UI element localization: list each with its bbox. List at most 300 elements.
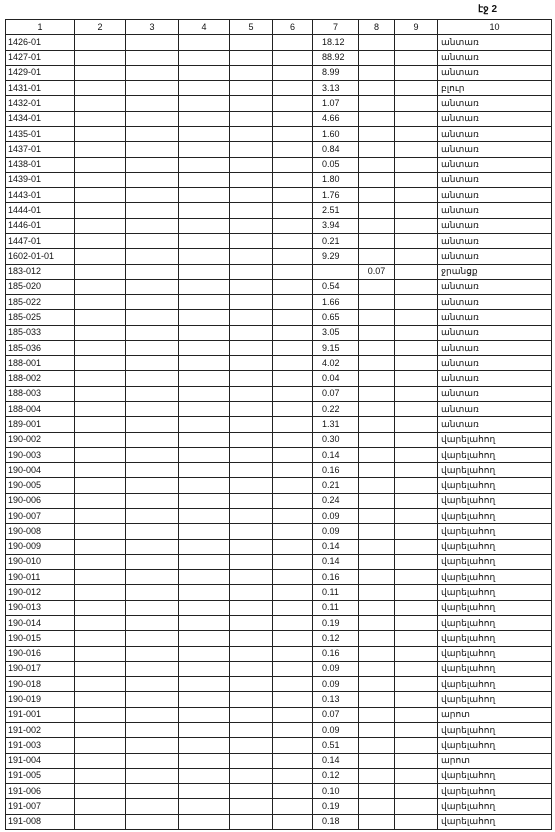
table-cell-col-5 bbox=[230, 432, 273, 447]
table-cell-col-6 bbox=[273, 264, 313, 279]
table-cell-col-7: 0.09 bbox=[313, 677, 359, 692]
table-cell-col-8 bbox=[359, 509, 395, 524]
table-cell-col-5 bbox=[230, 585, 273, 600]
table-row bbox=[6, 325, 552, 340]
table-cell-col-2 bbox=[75, 432, 126, 447]
table-cell-col-6 bbox=[273, 707, 313, 722]
table-cell-col-6 bbox=[273, 677, 313, 692]
table-cell-col-7: 0.09 bbox=[313, 661, 359, 676]
table-cell-col-7: 0.21 bbox=[313, 233, 359, 248]
table-cell-col-2 bbox=[75, 126, 126, 141]
table-cell-col-4 bbox=[179, 524, 230, 539]
table-cell-col-10: անտառ bbox=[438, 295, 552, 310]
table-cell-col-2 bbox=[75, 172, 126, 187]
table-cell-col-2 bbox=[75, 50, 126, 65]
table-cell-col-1: 190-002 bbox=[6, 432, 75, 447]
table-cell-col-3 bbox=[126, 142, 179, 157]
table-cell-col-7: 0.14 bbox=[313, 554, 359, 569]
table-cell-col-8 bbox=[359, 371, 395, 386]
table-cell-col-10: անտառ bbox=[438, 188, 552, 203]
table-cell-col-9 bbox=[395, 386, 438, 401]
table-cell-col-6 bbox=[273, 753, 313, 768]
table-cell-col-4 bbox=[179, 799, 230, 814]
table-cell-col-10: անտառ bbox=[438, 203, 552, 218]
table-cell-col-7: 0.84 bbox=[313, 142, 359, 157]
table-cell-col-1: 1434-01 bbox=[6, 111, 75, 126]
table-cell-col-5 bbox=[230, 677, 273, 692]
table-cell-col-6 bbox=[273, 157, 313, 172]
table-cell-col-6 bbox=[273, 478, 313, 493]
table-cell-col-5 bbox=[230, 631, 273, 646]
table-cell-col-3 bbox=[126, 50, 179, 65]
table-cell-col-2 bbox=[75, 463, 126, 478]
table-row bbox=[6, 554, 552, 569]
table-cell-col-8 bbox=[359, 784, 395, 799]
table-cell-col-3 bbox=[126, 463, 179, 478]
table-cell-col-5 bbox=[230, 493, 273, 508]
table-cell-col-3 bbox=[126, 157, 179, 172]
table-cell-col-2 bbox=[75, 142, 126, 157]
table-row bbox=[6, 111, 552, 126]
table-cell-col-10: անտառ bbox=[438, 233, 552, 248]
table-cell-col-4 bbox=[179, 463, 230, 478]
table-cell-col-6 bbox=[273, 295, 313, 310]
table-cell-col-2 bbox=[75, 325, 126, 340]
table-cell-col-9 bbox=[395, 768, 438, 783]
table-cell-col-1: 191-005 bbox=[6, 768, 75, 783]
table-cell-col-2 bbox=[75, 524, 126, 539]
table-cell-col-4 bbox=[179, 356, 230, 371]
table-cell-col-9 bbox=[395, 249, 438, 264]
table-row bbox=[6, 646, 552, 661]
table-cell-col-4 bbox=[179, 340, 230, 355]
table-cell-col-8 bbox=[359, 753, 395, 768]
table-cell-col-9 bbox=[395, 157, 438, 172]
table-cell-col-7: 0.13 bbox=[313, 692, 359, 707]
table-cell-col-2 bbox=[75, 81, 126, 96]
table-cell-col-3 bbox=[126, 554, 179, 569]
table-cell-col-4 bbox=[179, 325, 230, 340]
table-cell-col-2 bbox=[75, 570, 126, 585]
table-cell-col-3 bbox=[126, 661, 179, 676]
table-cell-col-5 bbox=[230, 249, 273, 264]
table-cell-col-9 bbox=[395, 203, 438, 218]
column-header-10: 10 bbox=[438, 20, 552, 35]
table-cell-col-8 bbox=[359, 738, 395, 753]
table-row bbox=[6, 218, 552, 233]
table-cell-col-3 bbox=[126, 646, 179, 661]
table-cell-col-10: անտառ bbox=[438, 310, 552, 325]
table-cell-col-6 bbox=[273, 35, 313, 50]
table-cell-col-1: 188-001 bbox=[6, 356, 75, 371]
table-row bbox=[6, 417, 552, 432]
table-cell-col-8 bbox=[359, 340, 395, 355]
table-cell-col-4 bbox=[179, 157, 230, 172]
table-cell-col-2 bbox=[75, 233, 126, 248]
table-row bbox=[6, 432, 552, 447]
table-cell-col-10: բլուր bbox=[438, 81, 552, 96]
table-cell-col-2 bbox=[75, 35, 126, 50]
table-cell-col-4 bbox=[179, 753, 230, 768]
table-cell-col-4 bbox=[179, 478, 230, 493]
table-cell-col-1: 191-004 bbox=[6, 753, 75, 768]
table-cell-col-4 bbox=[179, 692, 230, 707]
table-cell-col-8 bbox=[359, 111, 395, 126]
table-row bbox=[6, 463, 552, 478]
table-cell-col-3 bbox=[126, 172, 179, 187]
table-cell-col-3 bbox=[126, 279, 179, 294]
table-cell-col-5 bbox=[230, 661, 273, 676]
table-cell-col-8 bbox=[359, 325, 395, 340]
table-cell-col-4 bbox=[179, 585, 230, 600]
table-cell-col-1: 189-001 bbox=[6, 417, 75, 432]
table-cell-col-7: 1.66 bbox=[313, 295, 359, 310]
table-row bbox=[6, 784, 552, 799]
table-cell-col-7: 0.07 bbox=[313, 707, 359, 722]
table-cell-col-1: 190-009 bbox=[6, 539, 75, 554]
table-cell-col-1: 190-005 bbox=[6, 478, 75, 493]
table-cell-col-9 bbox=[395, 677, 438, 692]
table-cell-col-9 bbox=[395, 707, 438, 722]
table-cell-col-1: 191-007 bbox=[6, 799, 75, 814]
table-cell-col-6 bbox=[273, 646, 313, 661]
table-cell-col-6 bbox=[273, 722, 313, 737]
table-row bbox=[6, 402, 552, 417]
table-cell-col-5 bbox=[230, 615, 273, 630]
table-cell-col-10: անտառ bbox=[438, 142, 552, 157]
table-cell-col-4 bbox=[179, 310, 230, 325]
data-table bbox=[5, 19, 552, 830]
table-cell-col-5 bbox=[230, 157, 273, 172]
table-cell-col-10: անտառ bbox=[438, 50, 552, 65]
table-cell-col-10: անտառ bbox=[438, 386, 552, 401]
table-cell-col-10: անտառ bbox=[438, 325, 552, 340]
table-cell-col-4 bbox=[179, 784, 230, 799]
table-cell-col-7: 0.24 bbox=[313, 493, 359, 508]
table-row bbox=[6, 738, 552, 753]
table-cell-col-7: 0.18 bbox=[313, 814, 359, 829]
table-cell-col-3 bbox=[126, 188, 179, 203]
table-cell-col-1: 190-013 bbox=[6, 600, 75, 615]
table-cell-col-7: 0.14 bbox=[313, 753, 359, 768]
table-cell-col-2 bbox=[75, 310, 126, 325]
table-cell-col-6 bbox=[273, 661, 313, 676]
table-cell-col-5 bbox=[230, 386, 273, 401]
table-cell-col-2 bbox=[75, 295, 126, 310]
table-cell-col-7: 1.76 bbox=[313, 188, 359, 203]
table-cell-col-7: 0.05 bbox=[313, 157, 359, 172]
table-cell-col-10: վարելահող bbox=[438, 554, 552, 569]
table-cell-col-9 bbox=[395, 661, 438, 676]
table-row bbox=[6, 478, 552, 493]
table-cell-col-10: անտառ bbox=[438, 65, 552, 80]
table-cell-col-3 bbox=[126, 814, 179, 829]
table-cell-col-7: 0.30 bbox=[313, 432, 359, 447]
table-cell-col-8 bbox=[359, 554, 395, 569]
table-cell-col-5 bbox=[230, 218, 273, 233]
table-cell-col-7: 0.09 bbox=[313, 524, 359, 539]
table-cell-col-7: 0.16 bbox=[313, 570, 359, 585]
table-cell-col-1: 188-003 bbox=[6, 386, 75, 401]
table-cell-col-5 bbox=[230, 295, 273, 310]
table-cell-col-9 bbox=[395, 615, 438, 630]
table-cell-col-4 bbox=[179, 126, 230, 141]
table-cell-col-9 bbox=[395, 753, 438, 768]
table-cell-col-1: 190-003 bbox=[6, 447, 75, 462]
table-row bbox=[6, 249, 552, 264]
table-cell-col-2 bbox=[75, 661, 126, 676]
table-cell-col-7: 0.16 bbox=[313, 463, 359, 478]
table-cell-col-10: ջրանցք bbox=[438, 264, 552, 279]
table-row bbox=[6, 570, 552, 585]
table-cell-col-3 bbox=[126, 126, 179, 141]
table-cell-col-7: 0.21 bbox=[313, 478, 359, 493]
table-cell-col-4 bbox=[179, 539, 230, 554]
table-cell-col-4 bbox=[179, 631, 230, 646]
table-cell-col-1: 1431-01 bbox=[6, 81, 75, 96]
table-cell-col-7: 0.14 bbox=[313, 539, 359, 554]
table-cell-col-7: 1.60 bbox=[313, 126, 359, 141]
table-cell-col-9 bbox=[395, 631, 438, 646]
table-cell-col-3 bbox=[126, 768, 179, 783]
table-cell-col-5 bbox=[230, 768, 273, 783]
table-cell-col-10: անտառ bbox=[438, 218, 552, 233]
column-header-6: 6 bbox=[273, 20, 313, 35]
table-cell-col-10: անտառ bbox=[438, 172, 552, 187]
table-cell-col-8 bbox=[359, 478, 395, 493]
table-cell-col-8 bbox=[359, 463, 395, 478]
table-cell-col-7: 0.11 bbox=[313, 600, 359, 615]
table-cell-col-4 bbox=[179, 768, 230, 783]
table-cell-col-3 bbox=[126, 692, 179, 707]
column-header-2: 2 bbox=[75, 20, 126, 35]
table-cell-col-5 bbox=[230, 707, 273, 722]
table-cell-col-4 bbox=[179, 432, 230, 447]
table-cell-col-5 bbox=[230, 692, 273, 707]
table-cell-col-4 bbox=[179, 646, 230, 661]
table-cell-col-2 bbox=[75, 600, 126, 615]
table-cell-col-7: 0.19 bbox=[313, 799, 359, 814]
table-cell-col-8 bbox=[359, 233, 395, 248]
table-cell-col-8 bbox=[359, 646, 395, 661]
table-cell-col-5 bbox=[230, 325, 273, 340]
table-cell-col-9 bbox=[395, 81, 438, 96]
table-cell-col-8 bbox=[359, 126, 395, 141]
table-cell-col-8 bbox=[359, 35, 395, 50]
table-cell-col-2 bbox=[75, 646, 126, 661]
table-cell-col-6 bbox=[273, 371, 313, 386]
table-cell-col-3 bbox=[126, 111, 179, 126]
table-cell-col-10: վարելահող bbox=[438, 646, 552, 661]
table-row bbox=[6, 188, 552, 203]
table-cell-col-1: 1446-01 bbox=[6, 218, 75, 233]
table-row bbox=[6, 753, 552, 768]
table-cell-col-9 bbox=[395, 65, 438, 80]
table-row bbox=[6, 340, 552, 355]
table-cell-col-1: 190-015 bbox=[6, 631, 75, 646]
table-cell-col-6 bbox=[273, 50, 313, 65]
table-cell-col-4 bbox=[179, 600, 230, 615]
table-cell-col-9 bbox=[395, 264, 438, 279]
table-cell-col-2 bbox=[75, 753, 126, 768]
table-cell-col-4 bbox=[179, 493, 230, 508]
table-cell-col-8 bbox=[359, 585, 395, 600]
table-cell-col-1: 191-003 bbox=[6, 738, 75, 753]
table-cell-col-6 bbox=[273, 509, 313, 524]
table-cell-col-2 bbox=[75, 631, 126, 646]
table-row bbox=[6, 768, 552, 783]
table-cell-col-3 bbox=[126, 585, 179, 600]
table-cell-col-10: անտառ bbox=[438, 249, 552, 264]
table-cell-col-8 bbox=[359, 157, 395, 172]
table-cell-col-7: 0.54 bbox=[313, 279, 359, 294]
table-cell-col-10: վարելահող bbox=[438, 738, 552, 753]
table-cell-col-3 bbox=[126, 295, 179, 310]
table-cell-col-4 bbox=[179, 722, 230, 737]
column-header-4: 4 bbox=[179, 20, 230, 35]
table-row bbox=[6, 814, 552, 829]
table-cell-col-10: վարելահող bbox=[438, 615, 552, 630]
column-header-5: 5 bbox=[230, 20, 273, 35]
table-cell-col-8 bbox=[359, 539, 395, 554]
table-cell-col-6 bbox=[273, 814, 313, 829]
table-cell-col-6 bbox=[273, 325, 313, 340]
table-cell-col-6 bbox=[273, 249, 313, 264]
table-row bbox=[6, 81, 552, 96]
table-cell-col-2 bbox=[75, 157, 126, 172]
table-row bbox=[6, 371, 552, 386]
table-cell-col-3 bbox=[126, 340, 179, 355]
table-cell-col-3 bbox=[126, 325, 179, 340]
table-cell-col-2 bbox=[75, 615, 126, 630]
table-cell-col-5 bbox=[230, 539, 273, 554]
table-row bbox=[6, 279, 552, 294]
table-cell-col-7: 0.11 bbox=[313, 585, 359, 600]
table-cell-col-8 bbox=[359, 65, 395, 80]
table-cell-col-1: 190-011 bbox=[6, 570, 75, 585]
table-cell-col-6 bbox=[273, 142, 313, 157]
table-cell-col-1: 1426-01 bbox=[6, 35, 75, 50]
table-cell-col-2 bbox=[75, 539, 126, 554]
table-cell-col-10: անտառ bbox=[438, 402, 552, 417]
table-cell-col-4 bbox=[179, 233, 230, 248]
table-cell-col-6 bbox=[273, 631, 313, 646]
table-cell-col-9 bbox=[395, 570, 438, 585]
table-cell-col-4 bbox=[179, 218, 230, 233]
table-cell-col-1: 1438-01 bbox=[6, 157, 75, 172]
table-cell-col-8 bbox=[359, 661, 395, 676]
table-cell-col-9 bbox=[395, 340, 438, 355]
table-cell-col-3 bbox=[126, 799, 179, 814]
table-cell-col-6 bbox=[273, 493, 313, 508]
table-cell-col-7: 8.99 bbox=[313, 65, 359, 80]
table-row bbox=[6, 493, 552, 508]
table-cell-col-1: 1427-01 bbox=[6, 50, 75, 65]
table-cell-col-8 bbox=[359, 203, 395, 218]
table-cell-col-8 bbox=[359, 447, 395, 462]
table-cell-col-3 bbox=[126, 402, 179, 417]
table-cell-col-6 bbox=[273, 432, 313, 447]
page-number-label: էջ 2 bbox=[478, 4, 498, 15]
table-cell-col-3 bbox=[126, 570, 179, 585]
table-cell-col-10: վարելահող bbox=[438, 447, 552, 462]
table-cell-col-8 bbox=[359, 677, 395, 692]
table-cell-col-7: 0.07 bbox=[313, 386, 359, 401]
table-cell-col-1: 191-001 bbox=[6, 707, 75, 722]
table-cell-col-9 bbox=[395, 402, 438, 417]
table-cell-col-8 bbox=[359, 615, 395, 630]
table-cell-col-8 bbox=[359, 417, 395, 432]
table-cell-col-9 bbox=[395, 493, 438, 508]
table-cell-col-5 bbox=[230, 81, 273, 96]
table-cell-col-4 bbox=[179, 447, 230, 462]
table-cell-col-5 bbox=[230, 233, 273, 248]
table-cell-col-3 bbox=[126, 738, 179, 753]
table-cell-col-1: 190-017 bbox=[6, 661, 75, 676]
table-cell-col-10: վարելահող bbox=[438, 463, 552, 478]
table-cell-col-8 bbox=[359, 188, 395, 203]
table-cell-col-2 bbox=[75, 554, 126, 569]
table-cell-col-4 bbox=[179, 661, 230, 676]
table-cell-col-8 bbox=[359, 142, 395, 157]
table-row bbox=[6, 142, 552, 157]
table-cell-col-10: վարելահող bbox=[438, 600, 552, 615]
table-cell-col-9 bbox=[395, 799, 438, 814]
table-cell-col-6 bbox=[273, 81, 313, 96]
table-cell-col-6 bbox=[273, 417, 313, 432]
table-cell-col-8 bbox=[359, 81, 395, 96]
table-cell-col-9 bbox=[395, 585, 438, 600]
table-cell-col-8 bbox=[359, 570, 395, 585]
table-cell-col-3 bbox=[126, 371, 179, 386]
table-cell-col-8 bbox=[359, 799, 395, 814]
table-cell-col-1: 185-025 bbox=[6, 310, 75, 325]
table-row bbox=[6, 386, 552, 401]
table-cell-col-4 bbox=[179, 279, 230, 294]
table-cell-col-6 bbox=[273, 738, 313, 753]
table-cell-col-1: 190-008 bbox=[6, 524, 75, 539]
table-cell-col-6 bbox=[273, 768, 313, 783]
table-cell-col-8 bbox=[359, 402, 395, 417]
table-cell-col-4 bbox=[179, 111, 230, 126]
table-cell-col-10: անտառ bbox=[438, 417, 552, 432]
table-row bbox=[6, 631, 552, 646]
table-cell-col-8 bbox=[359, 814, 395, 829]
table-cell-col-3 bbox=[126, 615, 179, 630]
table-row bbox=[6, 264, 552, 279]
table-cell-col-8 bbox=[359, 50, 395, 65]
table-cell-col-3 bbox=[126, 524, 179, 539]
table-cell-col-7: 0.04 bbox=[313, 371, 359, 386]
table-cell-col-3 bbox=[126, 509, 179, 524]
table-cell-col-9 bbox=[395, 188, 438, 203]
table-cell-col-10: վարելահող bbox=[438, 631, 552, 646]
table-cell-col-10: վարելահող bbox=[438, 432, 552, 447]
table-cell-col-8 bbox=[359, 295, 395, 310]
table-cell-col-9 bbox=[395, 279, 438, 294]
table-cell-col-5 bbox=[230, 356, 273, 371]
table-row bbox=[6, 524, 552, 539]
table-cell-col-8 bbox=[359, 524, 395, 539]
table-cell-col-7: 1.07 bbox=[313, 96, 359, 111]
table-cell-col-7: 18.12 bbox=[313, 35, 359, 50]
table-cell-col-10: վարելահող bbox=[438, 539, 552, 554]
table-cell-col-1: 185-033 bbox=[6, 325, 75, 340]
table-cell-col-10: վարելահող bbox=[438, 585, 552, 600]
table-cell-col-5 bbox=[230, 554, 273, 569]
table-cell-col-2 bbox=[75, 799, 126, 814]
table-cell-col-3 bbox=[126, 478, 179, 493]
